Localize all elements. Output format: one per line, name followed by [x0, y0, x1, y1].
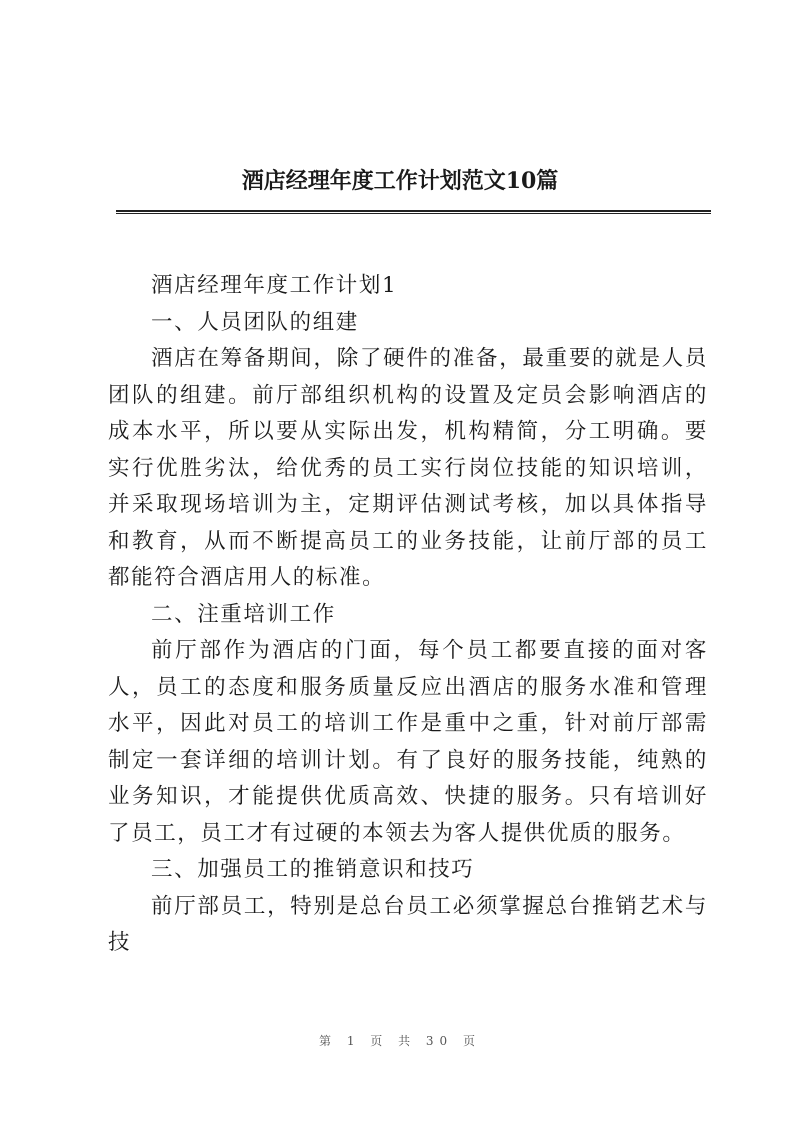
document-title: 酒店经理年度工作计划范文10篇	[241, 168, 559, 194]
page-number: 第 1 页 共 30 页	[319, 1034, 481, 1048]
body-paragraph: 酒店在筹备期间，除了硬件的准备，最重要的就是人员团队的组建。前厅部组织机构的设置及定员会影响酒店的成本水平，所以要从实际出发，机构精简，分工明确。要实行优胜劣汰，给优秀的员工实行岗位技能的知识培训，并采取现场培训为主，定期评估测试考核，加以具体指导和教育，从而不断提高员工的业务技能，让前厅部的员工都能符合酒店用人的标准。	[108, 346, 708, 590]
title-divider	[116, 210, 711, 214]
subsection-heading: 三、加强员工的推销意识和技巧	[151, 857, 475, 882]
body-paragraph: 前厅部作为酒店的门面，每个员工都要直接的面对客人，员工的态度和服务质量反应出酒店的服务水准和管理水平，因此对员工的培训工作是重中之重，针对前厅部需制定一套详细的培训计划。有了良好的服务技能，纯熟的业务知识，才能提供优质高效、快捷的服务。只有培训好了员工，员工才有过硬的本领去为客人提供优质的服务。	[108, 638, 708, 846]
subsection-heading: 二、注重培训工作	[151, 601, 336, 627]
subsection-heading: 一、人员团队的组建	[151, 309, 359, 335]
section-heading: 酒店经理年度工作计划1	[151, 273, 398, 298]
document-body	[108, 268, 708, 962]
body-paragraph: 前厅部员工，特别是总台员工必须掌握总台推销艺术与技	[108, 893, 708, 955]
